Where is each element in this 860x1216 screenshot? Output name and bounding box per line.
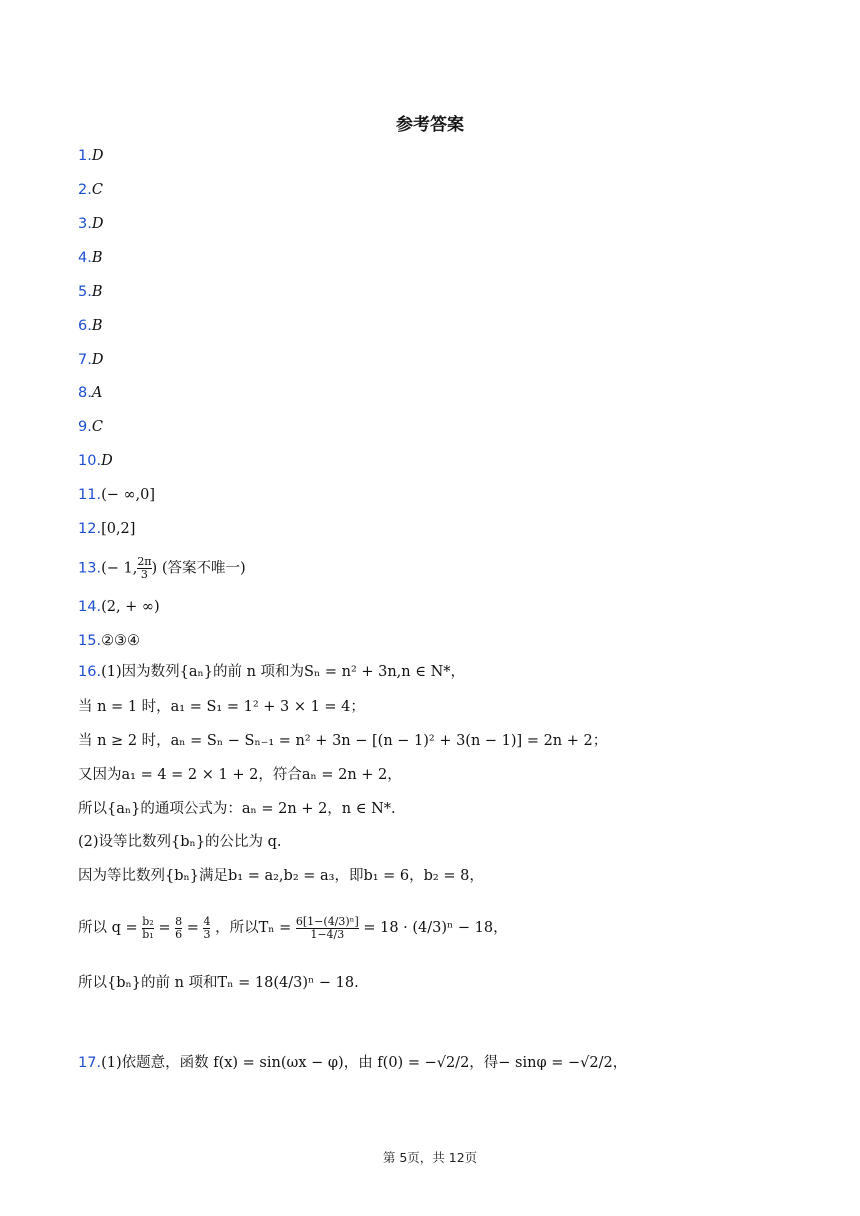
- answer-number: 6.: [78, 318, 92, 334]
- answer-number: 9.: [78, 419, 92, 435]
- answer-number: 4.: [78, 250, 92, 266]
- q16-last-line: 所以{bₙ}的前 n 项和Tₙ = 18(4/3)ⁿ − 18.: [78, 975, 359, 991]
- fraction-4-3: $\frac{4}{3}$: [203, 914, 211, 941]
- answer-text: C: [91, 419, 103, 435]
- answer-line: [78, 519, 135, 539]
- answer-number: 7.: [78, 352, 92, 368]
- answer-line: [78, 316, 103, 336]
- answer-line: [78, 556, 246, 581]
- q16-line-6: (2)设等比数列{bₙ}的公比为 q.: [78, 834, 282, 850]
- q16-line-3: 当 n ≥ 2 时，aₙ = Sₙ − Sₙ₋₁ = n² + 3n − [(n − 1)² + 3(n − 1)] = 2n + 2；: [78, 733, 608, 749]
- page-footer: 第 5页，共 12页: [382, 1150, 478, 1165]
- answer-line: [78, 597, 160, 617]
- answer-text: (2, + ∞): [101, 599, 160, 615]
- answer-number: 10.: [78, 453, 102, 469]
- answer-number: 1.: [78, 148, 92, 164]
- answer-number: 14.: [78, 599, 102, 615]
- fraction-tn: $\frac{\text{6[1−(4/3)ⁿ]}}{1-4/3}$: [295, 914, 359, 941]
- q17-number: 17.: [78, 1055, 102, 1071]
- answer-number: 8.: [78, 385, 92, 401]
- answer-line: [78, 417, 103, 437]
- answer-text: D: [91, 216, 104, 232]
- answer-line: [78, 383, 102, 403]
- answer-line: [78, 146, 103, 166]
- answer-number: 11.: [78, 487, 102, 503]
- answer-text: ②③④: [101, 633, 141, 649]
- fraction-b2-b1: $\frac{\text{b₂}}{\text{b₁}}$: [142, 914, 154, 941]
- answer-line: [78, 485, 155, 505]
- answer-text: D: [101, 453, 113, 469]
- answer-text: B: [91, 250, 103, 266]
- fraction-8-6: $\frac{8}{6}$: [175, 914, 183, 941]
- answer-line: [78, 451, 113, 471]
- page-title: 参考答案: [396, 115, 464, 135]
- answer-text: D: [91, 352, 104, 368]
- answer-text: D: [91, 148, 104, 164]
- answer-text: C: [91, 182, 103, 198]
- answer-text: B: [91, 284, 103, 300]
- answer-text: A: [91, 385, 103, 401]
- answer-number: 5.: [78, 284, 92, 300]
- answer-line: [78, 631, 140, 651]
- answer-line: [78, 282, 103, 302]
- answer-number: 3.: [78, 216, 92, 232]
- answer-text: [0,2]: [101, 521, 136, 537]
- answer-line: [78, 214, 103, 234]
- q16-line-5: 所以{aₙ}的通项公式为：aₙ = 2n + 2，n ∈ N*.: [78, 801, 396, 817]
- q16-line-7: 因为等比数列{bₙ}满足b₁ = a₂,b₂ = a₃，即b₁ = 6，b₂ = 8，: [78, 868, 484, 884]
- answer-number: 13.: [78, 560, 102, 577]
- answer-number: 12.: [78, 521, 102, 537]
- answer-line: [78, 248, 103, 268]
- q16-line-4: 又因为a₁ = 4 = 2 × 1 + 2，符合aₙ = 2n + 2，: [78, 767, 402, 783]
- answer-text: ) (答案不唯一): [151, 560, 246, 577]
- answer-number: 15.: [78, 633, 102, 649]
- answer-number: 2.: [78, 182, 92, 198]
- answer-text: (− ∞,0]: [101, 487, 156, 503]
- answer-text: (− 1,: [101, 560, 138, 577]
- q16-ratio-line: 所以 q = $\frac{\text{b₂}}{\text{b₁}}$ = $\frac{8}{6}$ = $\frac{4}{3}$ ，所以Tₙ = $\frac{\text{6[1−(4/3)ⁿ]}}{1-4/3}$ = 18 · (4/3)ⁿ − 18，: [78, 914, 508, 941]
- q16-line-2: 当 n = 1 时，a₁ = S₁ = 1² + 3 × 1 = 4；: [78, 699, 365, 715]
- q16-line-1: 16.(1)因为数列{aₙ}的前 n 项和为Sₙ = n² + 3n,n ∈ N*，: [78, 664, 466, 680]
- answer-line: [78, 180, 103, 200]
- answer-line: [78, 350, 103, 370]
- answer-text: B: [91, 318, 103, 334]
- answer-fraction: $\frac{2\pi}{3}$: [137, 555, 152, 581]
- q16-number: 16.: [78, 664, 102, 680]
- q17-line-1: 17.(1)依题意，函数 f(x) = sin(ωx − φ)，由 f(0) = −√2/2，得− sinφ = −√2/2，: [78, 1055, 628, 1071]
